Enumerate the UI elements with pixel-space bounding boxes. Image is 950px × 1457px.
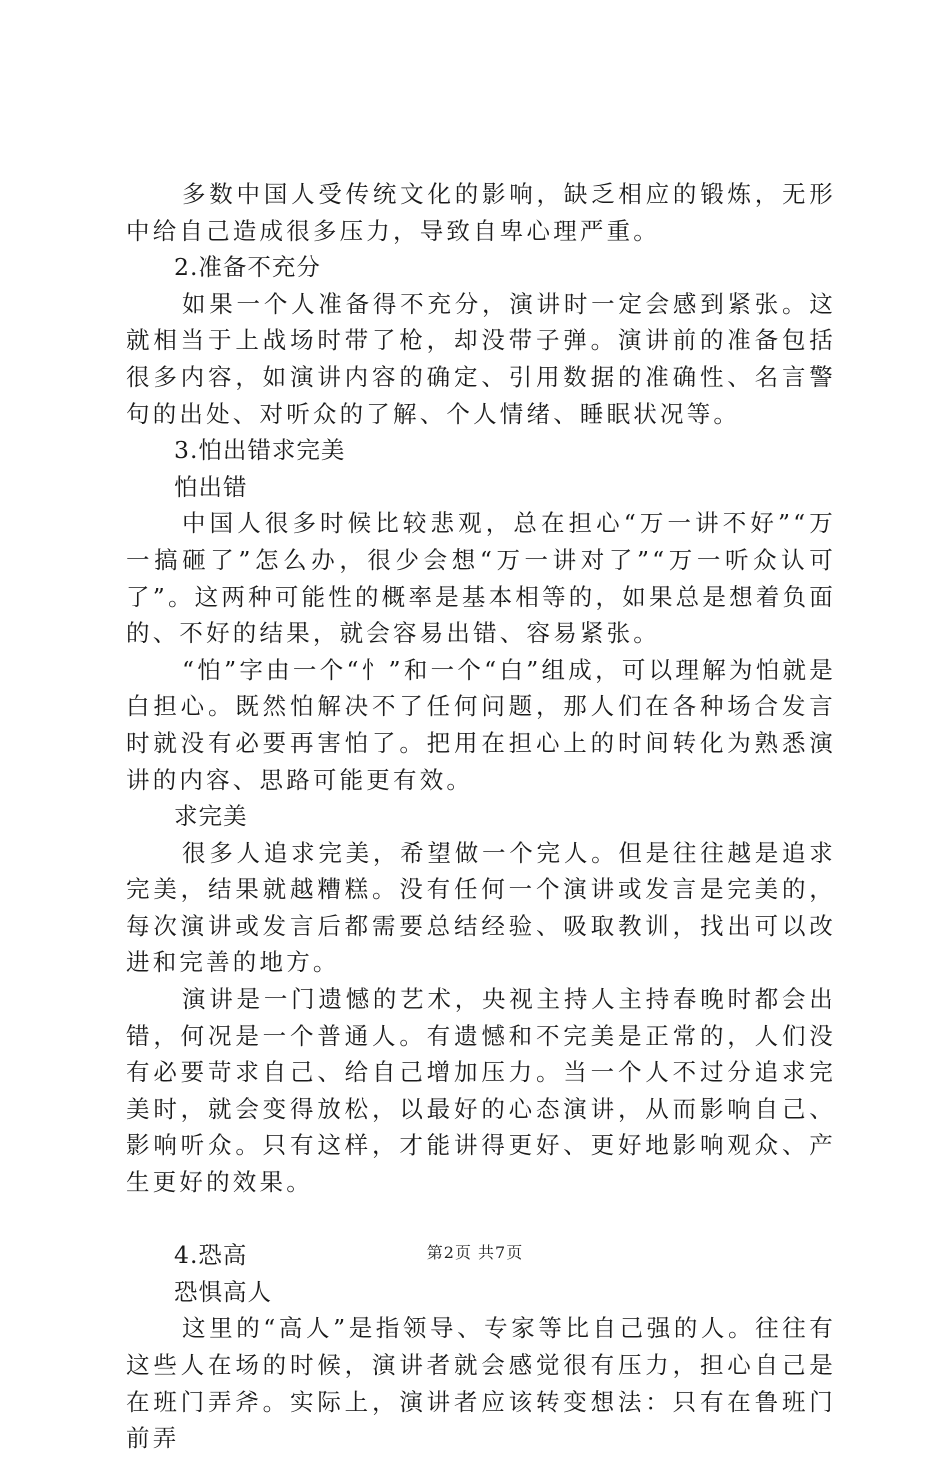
subsection-heading: 求完美	[174, 802, 248, 831]
subsection-heading: 恐惧高人	[174, 1277, 272, 1306]
section-heading: 2.准备不充分	[174, 253, 321, 282]
paragraph: 这里的“高人”是指领导、专家等比自己强的人。往往有这些人在场的时候，演讲者就会感觉很有压力，担心自己是在班门弄斧。实际上，演讲者应该转变想法：只有在鲁班门前弄	[126, 1314, 836, 1453]
paragraph: 中国人很多时候比较悲观，总在担心“万一讲不好”“万一搞砸了”怎么办，很少会想“万一讲对了”“万一听众认可了”。这两种可能性的概率是基本相等的，如果总是想着负面的、不好的结果，就会容易出错、容易紧张。	[126, 509, 836, 648]
page-number-footer: 第2页 共7页	[426, 1243, 524, 1262]
document-body	[126, 176, 836, 1457]
subsection-heading: 怕出错	[174, 472, 248, 501]
section-heading: 3.怕出错求完美	[174, 436, 346, 465]
paragraph: 很多人追求完美，希望做一个完人。但是往往越是追求完美，结果就越糟糕。没有任何一个演讲或发言是完美的，每次演讲或发言后都需要总结经验、吸取教训，找出可以改进和完善的地方。	[126, 838, 836, 977]
blank-line	[126, 1201, 836, 1238]
paragraph: 如果一个人准备得不充分，演讲时一定会感到紧张。这就相当于上战场时带了枪，却没带子弹。演讲前的准备包括很多内容，如演讲内容的确定、引用数据的准确性、名言警句的出处、对听众的了解、个人情绪、睡眠状况等。	[126, 289, 836, 428]
paragraph: 演讲是一门遗憾的艺术，央视主持人主持春晚时都会出错，何况是一个普通人。有遗憾和不完美是正常的，人们没有必要苛求自己、给自己增加压力。当一个人不过分追求完美时，就会变得放松，以最好的心态演讲，从而影响自己、影响听众。只有这样，才能讲得更好、更好地影响观众、产生更好的效果。	[126, 985, 836, 1197]
section-heading: 4.恐高	[174, 1241, 248, 1270]
paragraph: 多数中国人受传统文化的影响，缺乏相应的锻炼，无形中给自己造成很多压力，导致自卑心理严重。	[126, 180, 836, 245]
paragraph: “怕”字由一个“忄”和一个“白”组成，可以理解为怕就是白担心。既然怕解决不了任何问题，那人们在各种场合发言时就没有必要再害怕了。把用在担心上的时间转化为熟悉演讲的内容、思路可能更有效。	[126, 655, 836, 794]
